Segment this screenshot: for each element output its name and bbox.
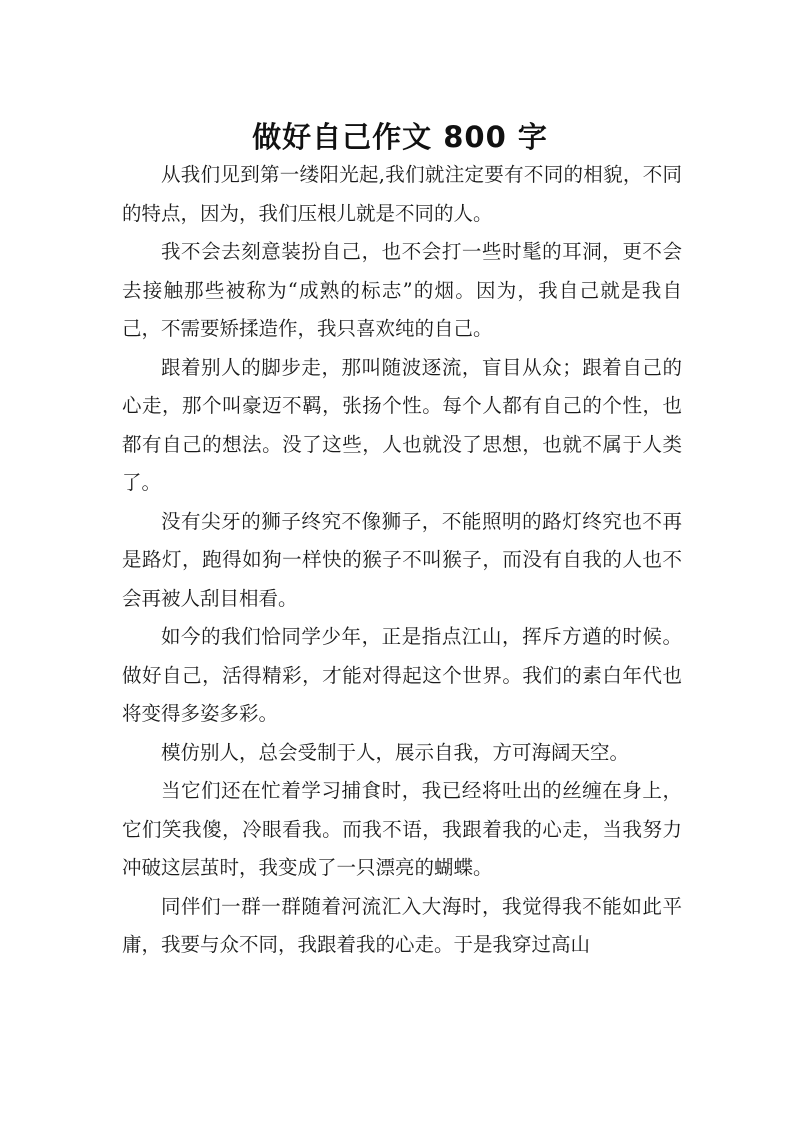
document-title: 做好自己作文 800 字 xyxy=(252,120,548,155)
paragraph: 模仿别人，总会受制于人，展示自我，方可海阔天空。 xyxy=(161,740,630,764)
paragraph: 跟着别人的脚步走，那叫随波逐流，盲目从众；跟着自己的心走，那个叫豪迈不羁，张扬个性。每个人都有自己的个性，也都有自己的想法。没了这些，人也就没了思想，也就不属于人类了。 xyxy=(122,355,682,494)
paragraph: 从我们见到第一缕阳光起,我们就注定要有不同的相貌，不同的特点，因为，我们压根儿就是不同的人。 xyxy=(122,163,682,225)
paragraph: 我不会去刻意装扮自己，也不会打一些时髦的耳洞，更不会去接触那些被称为“成熟的标志”的烟。因为，我自己就是我自己，不需要矫揉造作，我只喜欢纯的自己。 xyxy=(122,240,682,340)
document-body xyxy=(122,156,682,965)
paragraph: 当它们还在忙着学习捕食时，我已经将吐出的丝缠在身上，它们笑我傻，冷眼看我。而我不语，我跟着我的心走，当我努力冲破这层茧时，我变成了一只漂亮的蝴蝶。 xyxy=(122,779,682,879)
paragraph: 如今的我们恰同学少年，正是指点江山，挥斥方遒的时候。做好自己，活得精彩，才能对得起这个世界。我们的素白年代也将变得多姿多彩。 xyxy=(122,625,682,725)
paragraph: 没有尖牙的狮子终究不像狮子，不能照明的路灯终究也不再是路灯，跑得如狗一样快的猴子不叫猴子，而没有自我的人也不会再被人刮目相看。 xyxy=(122,509,682,610)
paragraph: 同伴们一群一群随着河流汇入大海时，我觉得我不能如此平庸，我要与众不同，我跟着我的心走。于是我穿过高山 xyxy=(122,894,682,956)
